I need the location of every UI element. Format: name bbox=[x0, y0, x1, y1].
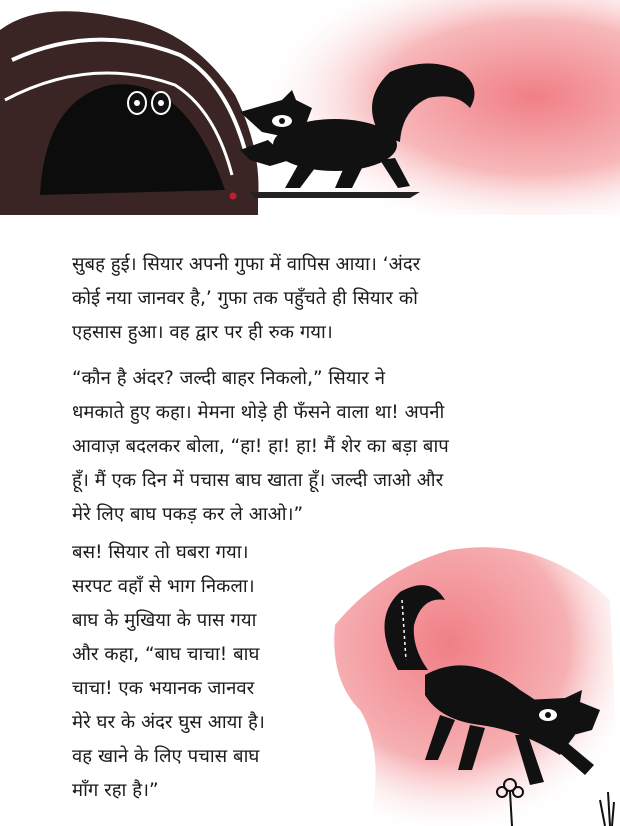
text-line: मेरे लिए बाघ पकड़ कर ले आओ।” bbox=[72, 504, 304, 525]
text-line: धमकाते हुए कहा। मेमना थोड़े ही फँसने वाला था! अपनी bbox=[72, 402, 445, 423]
text-line: सरपट वहाँ से भाग निकला। bbox=[72, 576, 255, 597]
cave-jackal-illustration bbox=[0, 0, 620, 215]
text-line: आवाज़ बदलकर बोला, “हा! हा! हा! मैं शेर का बड़ा बाप bbox=[72, 436, 449, 457]
story-paragraph-1 bbox=[72, 248, 420, 350]
text-line: हूँ। मैं एक दिन में पचास बाघ खाता हूँ। जल्दी जाओ और bbox=[72, 470, 444, 491]
text-line: सुबह हुई। सियार अपनी गुफा में वापिस आया। ‘अंदर bbox=[72, 254, 421, 275]
text-line: वह खाने के लिए पचास बाघ bbox=[72, 746, 260, 767]
story-paragraph-2 bbox=[72, 362, 449, 532]
story-paragraph-3 bbox=[72, 536, 265, 808]
grass bbox=[250, 192, 420, 198]
text-line: मेरे घर के अंदर घुस आया है। bbox=[72, 712, 265, 733]
text-line: और कहा, “बाघ चाचा! बाघ bbox=[72, 644, 260, 665]
text-line: कोई नया जानवर है,’ गुफा तक पहुँचते ही सियार को bbox=[72, 288, 418, 309]
text-line: बाघ के मुखिया के पास गया bbox=[72, 610, 257, 631]
text-line: “कौन है अंदर? जल्दी बाहर निकलो,” सियार ने bbox=[72, 368, 385, 389]
text-line: बस! सियार तो घबरा गया। bbox=[72, 542, 249, 563]
text-line: एहसास हुआ। वह द्वार पर ही रुक गया। bbox=[72, 322, 333, 343]
text-line: माँग रहा है।” bbox=[72, 780, 159, 801]
running-jackal-illustration bbox=[330, 530, 620, 826]
text-line: चाचा! एक भयानक जानवर bbox=[72, 678, 255, 699]
